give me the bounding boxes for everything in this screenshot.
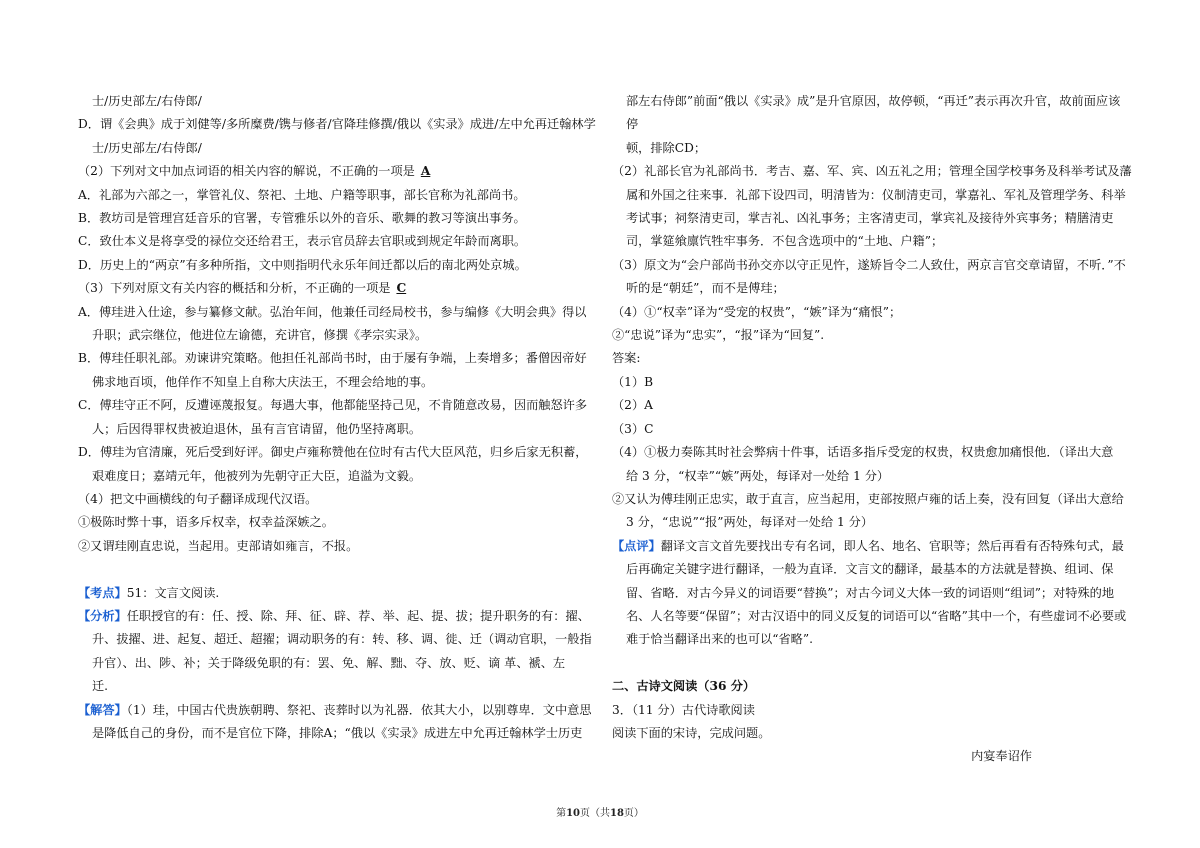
- option-b: B．傅珪任职礼部。劝谏讲究策略。他担任礼部尚书时，由于屡有争端，上奏增多；番僧因帝好: [78, 351, 587, 366]
- footer-mid: 页（共: [580, 808, 610, 819]
- jieda-tag: 【解答】: [78, 702, 127, 717]
- sentence-2: ②又谓珪刚直忠说，当起用。吏部请如雍言，不报。: [78, 538, 359, 553]
- question-3-stem: （3）下列对原文有关内容的概括和分析，不正确的一项是: [78, 281, 391, 296]
- fenxi-tag: 【分析】: [78, 608, 127, 623]
- jieda-section: [78, 699, 598, 722]
- option-d: D．傅珪为官清廉，死后受到好评。御史卢雍称赞他在位时有古代大臣风范，归乡后家无积蓄，: [78, 445, 588, 460]
- text-line: 士/历史部左/右侍郎/: [92, 140, 202, 155]
- jieda-cont: 部左右侍郎”前面“俄以《实录》成”是升官原因，故停顿，“再迁”表示再次升官，故前面应该停: [626, 94, 1121, 132]
- fenxi-cont: 升官）、出、陟、补；关于降级免职的有：罢、免、解、黜、夺、放、贬、谪 革、褫、左: [92, 655, 566, 670]
- option-a: A．傅珪进入仕途，参与纂修文献。弘治年间，他兼任司经局校书，参与编修《大明会典》得以: [78, 304, 587, 319]
- jieda-cont: 属和外国之往来事．礼部下设四司，明清皆为：仪制清吏司，掌嘉礼、军礼及管理学务、科举: [626, 187, 1126, 202]
- answer-4-cont: 给 3 分，“权幸”“嫉”两处，每译对一处给 1 分）: [626, 468, 890, 483]
- footer-prefix: 第: [556, 808, 567, 819]
- answer-3: （3）C: [612, 421, 654, 436]
- question-3-heading: 3．（11 分）古代诗歌阅读: [612, 702, 755, 717]
- option-a: A．礼部为六部之一，掌管礼仪、祭祀、土地、户籍等职事，部长官称为礼部尚书。: [78, 187, 526, 202]
- right-column: [612, 90, 1132, 769]
- option-c: C．傅珪守正不阿，反遭诬蔑报复。每遇大事，他都能坚持己见，不肯随意改易，因而触怒许多: [78, 398, 588, 413]
- option-b: B．教坊司是管理宫廷音乐的官署，专管雅乐以外的音乐、歌舞的教习等演出事务。: [78, 211, 526, 226]
- fenxi-section: [78, 605, 598, 628]
- fenxi-text: 任职授官的有：任、授、除、拜、征、辟、荐、举、起、提、拔；提升职务的有：擢、: [126, 608, 590, 623]
- answer-label: 答案:: [612, 351, 641, 366]
- question-2-answer: A: [420, 164, 431, 179]
- poem-title: 内宴奉诏作: [971, 749, 1032, 764]
- jieda-item: （3）原文为“会户部尚书孙交亦以守正见忤，遂矫旨令二人致仕，两京言官交章请留，不听．”不: [612, 257, 1126, 272]
- option-d: D．谓《会典》成于刘健等/多所糜费/镌与修者/官降珪修撰/俄以《实录》成进/左中允再迁翰林学: [78, 117, 596, 132]
- option-c: C．致仕本义是将享受的禄位交还给君王，表示官员辞去官职或到规定年龄而离职。: [78, 234, 527, 249]
- dianping-cont: 名、人名等要“保留”；对古汉语中的同义反复的词语可以“省略”其中一个，有些虚词不必要或: [626, 608, 1127, 623]
- sentence-1: ①极陈时弊十事，语多斥权幸，权幸益深嫉之。: [78, 515, 334, 530]
- dianping-section: [612, 535, 1132, 558]
- answer-4b: ②又认为傅珪刚正忠实，敢于直言，应当起用，吏部按照卢雍的话上奏，没有回复（译出大意给: [612, 491, 1124, 506]
- text-line: 士/历史部左/右侍郎/: [92, 94, 202, 108]
- option-a-cont: 升职；武宗继位，他进位左谕德，充讲官，修撰《孝宗实录》。: [92, 328, 428, 343]
- question-3: [78, 277, 598, 300]
- dianping-cont: 难于恰当翻译出来的也可以“省略”.: [626, 632, 813, 647]
- answer-1: （1）B: [612, 374, 654, 389]
- question-3-instruction: 阅读下面的宋诗，完成问题。: [612, 725, 771, 740]
- kaodian-text: 51：文言文阅读.: [126, 585, 220, 600]
- kaodian-section: [78, 582, 598, 605]
- dianping-cont: 留、省略．对古今异义的词语要“替换”；对古今词义大体一致的词语则“组词”；对特殊的地: [626, 585, 1115, 600]
- jieda-item: （2）礼部长官为礼部尚书．考吉、嘉、军、宾、凶五礼之用；管理全国学校事务及科举考试及藩: [612, 164, 1132, 179]
- page-footer: [0, 804, 1200, 819]
- jieda-cont: 是降低自己的身份，而不是官位下降，排除A；“俄以《实录》成进左中允再迁翰林学士历吏: [92, 725, 583, 740]
- footer-suffix: 页）: [623, 808, 644, 819]
- question-3-answer: C: [396, 281, 407, 296]
- jieda-item: （4）①“权幸”译为“受宠的权贵”，“嫉”译为“痛恨”；: [612, 304, 902, 319]
- fenxi-cont: 迁.: [92, 679, 109, 694]
- jieda-cont: 司，掌筵飨廪饩牲牢事务．不包含选项中的“土地、户籍”；: [626, 234, 944, 249]
- option-d-cont: 艰难度日；嘉靖元年，他被列为先朝守正大臣，追溢为文毅。: [92, 468, 422, 483]
- question-2: [78, 160, 598, 183]
- option-b-cont: 佛求地百顷，他佯作不知皇上自称大庆法王，不理会给地的事。: [92, 374, 434, 389]
- jieda-text: （1）珪，中国古代贵族朝聘、祭祀、丧葬时以为礼器．依其大小，以别尊卑．文中意思: [126, 702, 592, 717]
- jieda-cont: 考试事；祠祭清吏司，掌吉礼、凶礼事务；主客清吏司，掌宾礼及接待外宾事务；精膳清吏: [626, 211, 1114, 226]
- page-total: 18: [610, 808, 624, 819]
- dianping-text: 翻译文言文首先要找出专有名词，即人名、地名、官职等；然后再看有否特殊句式，最: [660, 538, 1124, 553]
- section-heading: 二、古诗文阅读（36 分）: [612, 679, 756, 694]
- page-number: 10: [566, 808, 580, 819]
- question-4: （4）把文中画横线的句子翻译成现代汉语。: [78, 491, 318, 506]
- jieda-cont: 听的是“朝廷”，而不是傅珪；: [626, 281, 785, 296]
- jieda-item: ②“忠说”译为“忠实”，“报”译为“回复”.: [612, 328, 825, 343]
- dianping-tag: 【点评】: [612, 538, 661, 553]
- dianping-cont: 后再确定关键字进行翻译，一般为直译．文言文的翻译，最基本的方法就是替换、组词、保: [626, 562, 1114, 577]
- kaodian-tag: 【考点】: [78, 585, 127, 600]
- option-d: D．历史上的“两京”有多种所指，文中则指明代永乐年间迁都以后的南北两处京城。: [78, 257, 527, 272]
- option-c-cont: 人；后因得罪权贵被迫退休，虽有言官请留，他仍坚持离职。: [92, 421, 422, 436]
- jieda-cont: 顿，排除CD；: [626, 140, 707, 155]
- answer-4b-cont: 3 分，“忠说”“报”两处，每译对一处给 1 分）: [626, 515, 874, 530]
- answer-2: （2）A: [612, 398, 653, 413]
- fenxi-cont: 升、拔擢、进、起复、超迁、超擢；调动职务的有：转、移、调、徙、迁（调动官职，一般指: [92, 632, 592, 647]
- answer-4: （4）①极力奏陈其时社会弊病十件事，话语多指斥受宠的权贵，权贵愈加痛恨他．（译出大意: [612, 445, 1114, 460]
- question-2-stem: （2）下列对文中加点词语的相关内容的解说，不正确的一项是: [78, 164, 415, 179]
- left-column: [78, 90, 598, 745]
